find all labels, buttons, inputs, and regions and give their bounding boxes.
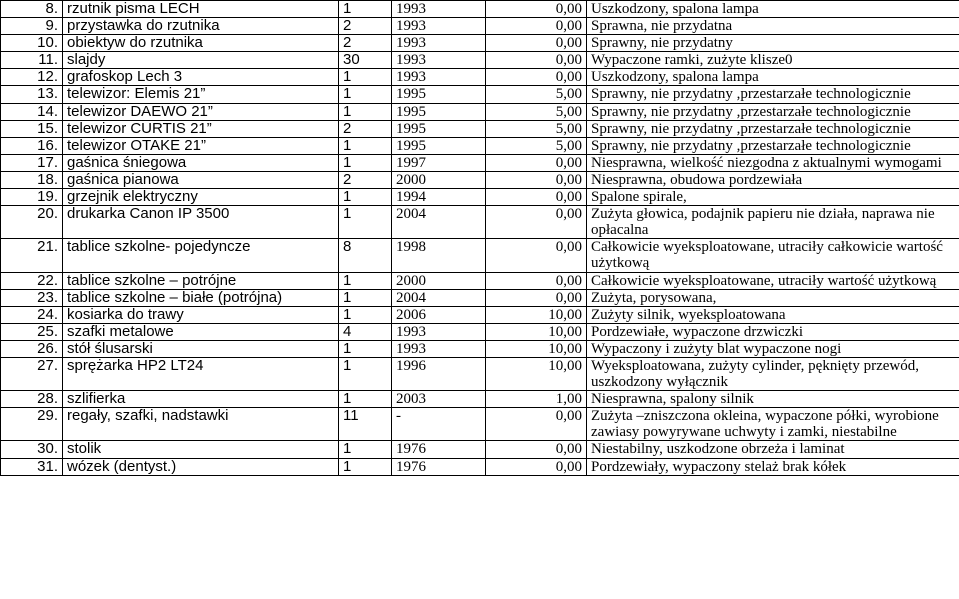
table-row [1,171,959,188]
item-name: grzejnik elektryczny [63,189,339,206]
item-value: 0,00 [486,458,587,475]
row-number: 20. [1,206,63,239]
row-number: 21. [1,239,63,272]
row-number: 31. [1,458,63,475]
item-name: tablice szkolne- pojedyncze [63,239,339,272]
table-row [1,69,959,86]
table-row [1,272,959,289]
row-number: 29. [1,408,63,441]
item-year: 1993 [392,1,486,18]
item-year: 1995 [392,86,486,103]
item-quantity: 1 [339,154,392,171]
row-number: 24. [1,306,63,323]
item-name: telewizor DAEWO 21” [63,103,339,120]
item-condition: Zużyta –zniszczona okleina, wypaczone półki, wyrobione zawiasy powyrywane uchwyty i zamki, niestabilne [587,408,959,441]
item-name: drukarka Canon IP 3500 [63,206,339,239]
table-row [1,103,959,120]
item-year: 1993 [392,69,486,86]
row-number: 15. [1,120,63,137]
item-year: 2000 [392,171,486,188]
item-quantity: 2 [339,120,392,137]
item-year: 1995 [392,120,486,137]
item-value: 0,00 [486,408,587,441]
item-year: 1993 [392,323,486,340]
table-row [1,1,959,18]
item-year: 1993 [392,18,486,35]
item-quantity: 1 [339,1,392,18]
table-row [1,289,959,306]
item-value: 10,00 [486,357,587,390]
item-year: 1995 [392,137,486,154]
item-year: 2004 [392,206,486,239]
item-name: obiektyw do rzutnika [63,35,339,52]
item-value: 0,00 [486,69,587,86]
item-year: 1993 [392,35,486,52]
item-condition: Niesprawna, wielkość niezgodna z aktualnymi wymogami [587,154,959,171]
item-value: 0,00 [486,154,587,171]
item-quantity: 8 [339,239,392,272]
item-condition: Sprawny, nie przydatny [587,35,959,52]
item-quantity: 1 [339,441,392,458]
item-condition: Sprawna, nie przydatna [587,18,959,35]
row-number: 8. [1,1,63,18]
table-row [1,340,959,357]
item-value: 10,00 [486,323,587,340]
item-quantity: 30 [339,52,392,69]
table-row [1,206,959,239]
item-name: tablice szkolne – potrójne [63,272,339,289]
item-condition: Całkowicie wyeksploatowane, utraciły wartość użytkową [587,272,959,289]
item-quantity: 1 [339,340,392,357]
row-number: 28. [1,391,63,408]
table-row [1,35,959,52]
table-row [1,18,959,35]
item-name: stół ślusarski [63,340,339,357]
item-year: 1998 [392,239,486,272]
item-quantity: 1 [339,458,392,475]
item-condition: Sprawny, nie przydatny ,przestarzałe technologicznie [587,103,959,120]
item-name: gaśnica śniegowa [63,154,339,171]
item-year: 1996 [392,357,486,390]
item-condition: Niesprawna, obudowa pordzewiała [587,171,959,188]
item-name: regały, szafki, nadstawki [63,408,339,441]
item-quantity: 1 [339,86,392,103]
item-value: 0,00 [486,1,587,18]
item-quantity: 2 [339,171,392,188]
row-number: 10. [1,35,63,52]
item-condition: Zużyty silnik, wyeksploatowana [587,306,959,323]
item-name: telewizor OTAKE 21” [63,137,339,154]
item-value: 0,00 [486,171,587,188]
item-year: - [392,408,486,441]
table-row [1,306,959,323]
item-name: stolik [63,441,339,458]
item-condition: Wyeksploatowana, zużyty cylinder, pęknięty przewód, uszkodzony wyłącznik [587,357,959,390]
item-condition: Zużyta głowica, podajnik papieru nie działa, naprawa nie opłacalna [587,206,959,239]
row-number: 17. [1,154,63,171]
item-name: szafki metalowe [63,323,339,340]
item-value: 0,00 [486,441,587,458]
item-name: przystawka do rzutnika [63,18,339,35]
item-name: telewizor CURTIS 21” [63,120,339,137]
table-row [1,120,959,137]
table-row [1,391,959,408]
item-value: 5,00 [486,103,587,120]
item-value: 0,00 [486,239,587,272]
item-name: telewizor: Elemis 21” [63,86,339,103]
row-number: 16. [1,137,63,154]
item-value: 5,00 [486,86,587,103]
inventory-table-body [1,1,959,476]
item-condition: Wypaczone ramki, zużyte klisze0 [587,52,959,69]
item-condition: Uszkodzony, spalona lampa [587,69,959,86]
item-condition: Spalone spirale, [587,189,959,206]
item-year: 2004 [392,289,486,306]
item-quantity: 1 [339,137,392,154]
item-value: 1,00 [486,391,587,408]
table-row [1,137,959,154]
item-value: 10,00 [486,306,587,323]
table-row [1,458,959,475]
item-value: 5,00 [486,137,587,154]
row-number: 13. [1,86,63,103]
item-name: slajdy [63,52,339,69]
item-name: rzutnik pisma LECH [63,1,339,18]
row-number: 30. [1,441,63,458]
item-year: 2003 [392,391,486,408]
item-name: wózek (dentyst.) [63,458,339,475]
table-row [1,239,959,272]
item-quantity: 1 [339,306,392,323]
row-number: 27. [1,357,63,390]
table-row [1,86,959,103]
item-condition: Pordzewiały, wypaczony stelaż brak kółek [587,458,959,475]
item-quantity: 1 [339,206,392,239]
item-value: 0,00 [486,52,587,69]
item-name: gaśnica pianowa [63,171,339,188]
item-name: szlifierka [63,391,339,408]
item-condition: Sprawny, nie przydatny ,przestarzałe technologicznie [587,137,959,154]
item-value: 10,00 [486,340,587,357]
item-year: 1976 [392,458,486,475]
item-value: 5,00 [486,120,587,137]
item-quantity: 1 [339,357,392,390]
row-number: 26. [1,340,63,357]
item-condition: Sprawny, nie przydatny ,przestarzałe technologicznie [587,120,959,137]
table-row [1,154,959,171]
row-number: 22. [1,272,63,289]
item-condition: Uszkodzony, spalona lampa [587,1,959,18]
item-year: 1997 [392,154,486,171]
item-value: 0,00 [486,206,587,239]
item-year: 2006 [392,306,486,323]
item-quantity: 1 [339,391,392,408]
row-number: 11. [1,52,63,69]
item-condition: Niesprawna, spalony silnik [587,391,959,408]
table-row [1,52,959,69]
table-row [1,357,959,390]
item-condition: Niestabilny, uszkodzone obrzeża i laminat [587,441,959,458]
row-number: 14. [1,103,63,120]
item-year: 1993 [392,340,486,357]
item-name: kosiarka do trawy [63,306,339,323]
table-row [1,441,959,458]
item-condition: Sprawny, nie przydatny ,przestarzałe technologicznie [587,86,959,103]
item-name: tablice szkolne – białe (potrójna) [63,289,339,306]
item-name: grafoskop Lech 3 [63,69,339,86]
item-condition: Zużyta, porysowana, [587,289,959,306]
item-year: 1994 [392,189,486,206]
item-year: 1976 [392,441,486,458]
item-quantity: 1 [339,189,392,206]
table-row [1,323,959,340]
row-number: 12. [1,69,63,86]
table-row [1,189,959,206]
item-year: 1995 [392,103,486,120]
item-year: 2000 [392,272,486,289]
item-quantity: 1 [339,69,392,86]
table-row [1,408,959,441]
row-number: 19. [1,189,63,206]
item-year: 1993 [392,52,486,69]
item-quantity: 1 [339,272,392,289]
item-quantity: 2 [339,35,392,52]
item-quantity: 1 [339,103,392,120]
row-number: 23. [1,289,63,306]
item-name: sprężarka HP2 LT24 [63,357,339,390]
row-number: 25. [1,323,63,340]
item-quantity: 4 [339,323,392,340]
item-value: 0,00 [486,18,587,35]
row-number: 9. [1,18,63,35]
item-value: 0,00 [486,189,587,206]
item-value: 0,00 [486,35,587,52]
item-value: 0,00 [486,272,587,289]
row-number: 18. [1,171,63,188]
item-condition: Całkowicie wyeksploatowane, utraciły całkowicie wartość użytkową [587,239,959,272]
item-quantity: 1 [339,289,392,306]
item-condition: Wypaczony i zużyty blat wypaczone nogi [587,340,959,357]
item-value: 0,00 [486,289,587,306]
item-quantity: 2 [339,18,392,35]
item-quantity: 11 [339,408,392,441]
item-condition: Pordzewiałe, wypaczone drzwiczki [587,323,959,340]
